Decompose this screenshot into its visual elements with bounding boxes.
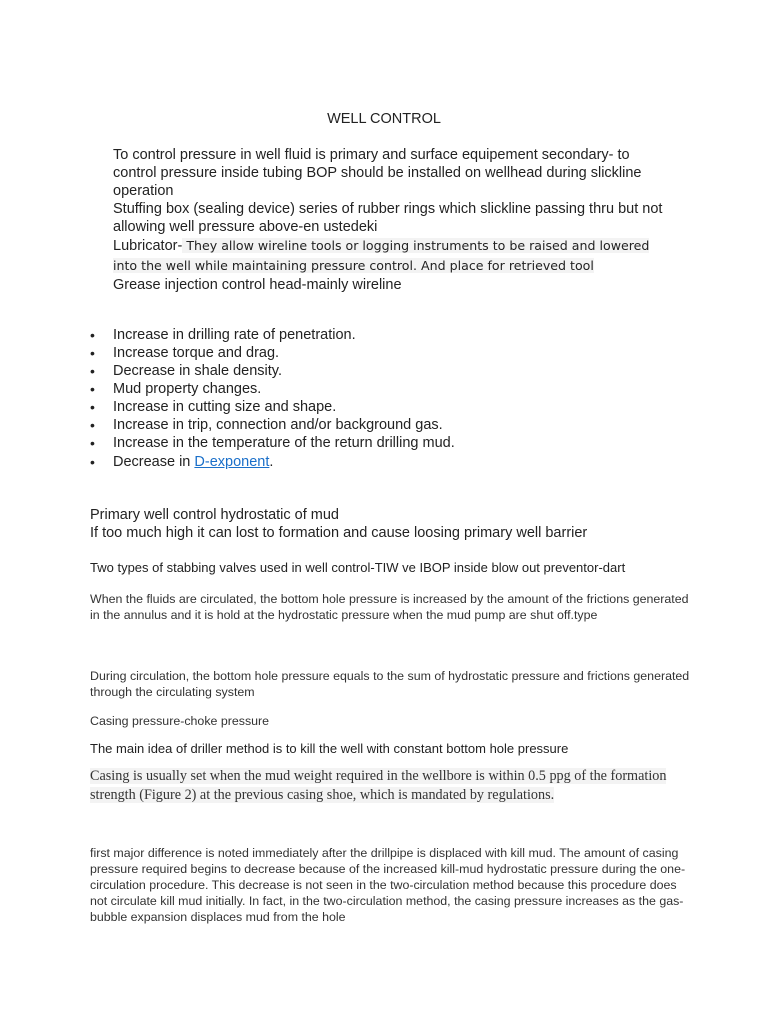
list-item: • Increase in cutting size and shape. [90,398,690,416]
list-item: • Increase in trip, connection and/or background gas. [90,416,690,434]
intro-section [113,146,673,294]
final-paragraph: first major difference is noted immediately after the drillpipe is displaced with kill mud. The amount of casing pressure required begins to decrease because of the increased kill-mud hydrostatic pressure during the one-circulation procedure. This decrease is not seen in the two-circulation method because this procedure does not circulate kill mud initially. In fact, in the two-circulation method, the casing pressure increases as the gas-bubble expansion displaces mud from the hole [90,846,686,924]
list-item: • Increase torque and drag. [90,344,690,362]
list-item-suffix: . [269,454,274,470]
kick-indicators-list [90,326,690,471]
intro-paragraph-stuffing-box: Stuffing box (sealing device) series of rubber rings which slickline passing thru but not allowing well pressure above-en ustedeki [113,201,663,235]
lubricator-prefix: Lubricator- [113,238,183,254]
list-item: • Increase in drilling rate of penetration. [90,326,690,344]
list-item-prefix: Decrease in [113,454,195,470]
intro-paragraph-lubricator [113,236,673,276]
primary-control-line: Primary well control hydrostatic of mud [90,507,339,523]
list-item: • Mud property changes. [90,380,690,398]
casing-set-text: Casing is usually set when the mud weight required in the wellbore is within 0.5 ppg of the formation strength (Figure 2) at the previous casing shoe, which is mandated by regulations. [90,768,667,803]
intro-paragraph-bop: To control pressure in well fluid is primary and surface equipement secondary- to control pressure inside tubing BOP should be installed on wellhead during slickline operation [113,147,642,199]
stabbing-valves-text: Two types of stabbing valves used in well control-TIW ve IBOP inside blow out preventor-dart [90,560,626,575]
casing-set-paragraph [90,767,690,805]
lubricator-highlight: They allow wireline tools or logging instruments to be raised and lowered into the well while maintaining pressure control. And place for retrieved tool [113,238,650,273]
list-item: • Decrease in shale density. [90,362,690,380]
list-item: • Increase in the temperature of the return drilling mud. [90,434,690,452]
list-item [90,453,690,471]
during-circulation-text: During circulation, the bottom hole pressure equals to the sum of hydrostatic pressure and frictions generated through the circulating system [90,669,690,699]
page-title: WELL CONTROL [327,111,441,127]
casing-choke-text: Casing pressure-choke pressure [90,714,270,728]
primary-barrier-line: If too much high it can lost to formation and cause loosing primary well barrier [90,525,588,541]
circulation-friction-text: When the fluids are circulated, the bottom hole pressure is increased by the amount of the frictions generated in the annulus and it is hold at the hydrostatic pressure when the mud pump are shut off.type [90,592,689,622]
driller-method-text: The main idea of driller method is to kill the well with constant bottom hole pressure [90,741,569,756]
intro-paragraph-grease: Grease injection control head-mainly wireline [113,277,402,293]
d-exponent-link[interactable]: D-exponent [194,454,270,470]
